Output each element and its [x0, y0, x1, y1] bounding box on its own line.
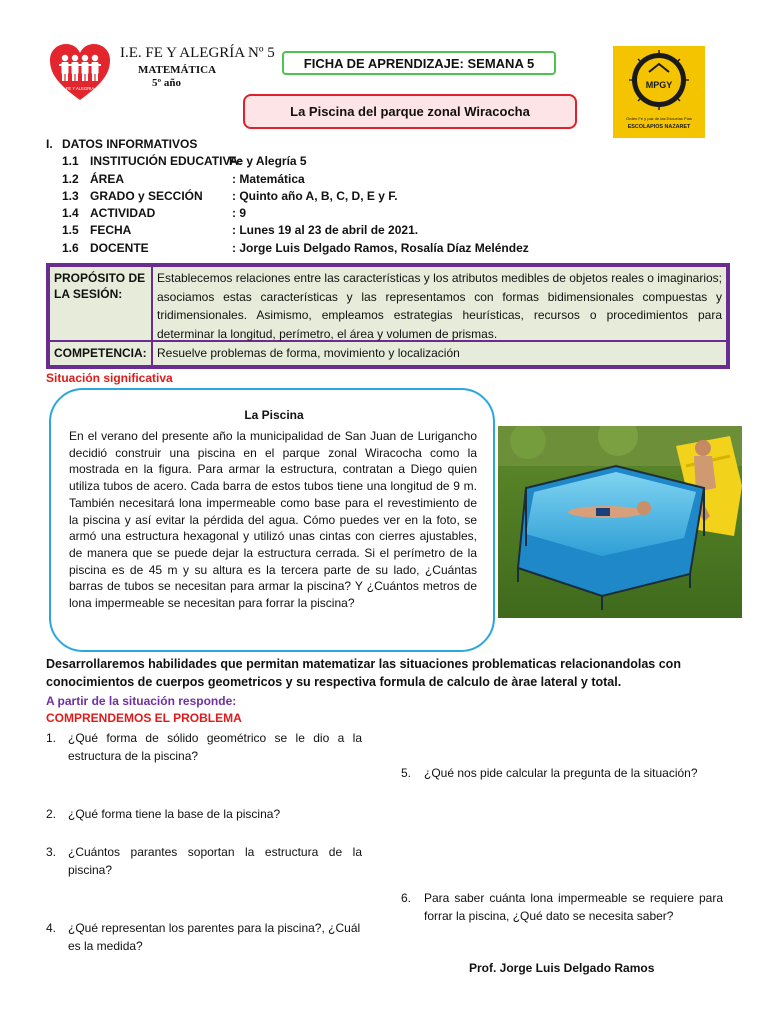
question-number: 5.	[401, 766, 412, 780]
datos-row-value: Fe y Alegría 5	[229, 154, 307, 169]
teacher-signature: Prof. Jorge Luis Delgado Ramos	[469, 961, 655, 975]
question-number: 4.	[46, 921, 57, 935]
competencia-label: COMPETENCIA:	[49, 341, 152, 366]
lesson-title: La Piscina del parque zonal Wiracocha	[290, 104, 530, 119]
datos-row-label: INSTITUCIÓN EDUCATIVA:	[90, 154, 243, 169]
datos-row-label: DOCENTE	[90, 240, 149, 255]
question-text: ¿Qué representan los parentes para la piscina?, ¿Cuál es la medida?	[68, 921, 361, 953]
grade-label: 5º año	[152, 77, 181, 89]
question-text: Para saber cuánta lona impermeable se requiere para forrar la piscina, ¿Qué dato se necesita saber?	[424, 891, 723, 923]
datos-informativos	[46, 136, 529, 257]
question-item	[401, 764, 723, 782]
logo-right-mark: MPGY	[645, 80, 673, 90]
logo-right-caption-2: ESCOLAPIOS NAZARET	[627, 124, 691, 130]
desarrollo-statement: Desarrollaremos habilidades que permitan matematizar las situaciones problematicas relacionandolas con conocimientos de cuerpos geometricos y su respectiva formula de calculo de àrae lateral y total.	[46, 657, 681, 689]
question-text: ¿Qué forma tiene la base de la piscina?	[68, 807, 281, 821]
datos-row-value: : Jorge Luis Delgado Ramos, Rosalía Díaz Meléndez	[232, 240, 529, 255]
story-title: La Piscina	[244, 408, 304, 422]
question-number: 3.	[46, 845, 57, 859]
proposito-label: PROPÓSITO DE LA SESIÓN:	[49, 266, 152, 341]
datos-row-num: 1.3	[62, 188, 79, 203]
logo-right-caption-1: Orden Fe y paz de las Escuelas Pías	[626, 116, 692, 121]
datos-row-num: 1.5	[62, 223, 79, 238]
question-number: 1.	[46, 731, 57, 745]
datos-row-num: 1.1	[62, 154, 79, 169]
partir-heading: A partir de la situación responde:	[46, 694, 237, 708]
question-number: 2.	[46, 807, 57, 821]
datos-row	[46, 240, 529, 257]
competencia-text: Resuelve problemas de forma, movimiento y localización	[152, 341, 727, 366]
situacion-heading: Situación significativa	[46, 371, 173, 385]
datos-row-label: ACTIVIDAD	[90, 206, 156, 221]
question-text: ¿Qué nos pide calcular la pregunta de la situación?	[424, 766, 698, 780]
datos-row-label: GRADO y SECCIÓN	[90, 188, 203, 203]
datos-heading-text: DATOS INFORMATIVOS	[62, 137, 198, 151]
datos-row	[46, 205, 247, 222]
proposito-table	[46, 263, 730, 369]
datos-row	[46, 153, 307, 170]
ficha-title: FICHA DE APRENDIZAJE: SEMANA 5	[303, 55, 535, 71]
story-text: En el verano del presente año la municipalidad de San Juan de Lurigancho decidió construir una piscina en el parque zonal Wiracocha como la mostrada en la figura. Para armar la estructura, contratan a Diego quien utiliza tubos de acero. Cada barra de estos tubos tiene una longitud de 9 m. También necesitará lona impermeable como base para el revestimiento de la piscina y así evitar la pérdida del agua. Cómo puedes ver en la foto, se armó una estructura hexagonal y utilizó unas cintas con cierres ajustables, de manera que se puede dejar la estructura cerrada. Si el perímetro de la piscina es de 45 m y su altura es la tercera parte de su lado, ¿Cuántas barras de tubos se necesitan para armar la piscina? Y ¿Cuántos metros de lona impermeable se necesitan para forrar la piscina?	[69, 429, 477, 611]
escolapios-nazaret-logo	[613, 46, 705, 138]
logo-left-caption: FE Y ALEGRIA	[65, 86, 95, 91]
datos-row-label: FECHA	[90, 223, 132, 238]
comprendemos-heading: COMPRENDEMOS EL PROBLEMA	[46, 711, 242, 725]
question-text: ¿Qué forma de sólido geométrico se le dio a la estructura de la piscina?	[68, 731, 362, 763]
datos-row	[46, 222, 419, 239]
datos-row-value: : Quinto año A, B, C, D, E y F.	[232, 188, 398, 203]
datos-row-label: ÁREA	[90, 171, 125, 186]
fe-y-alegria-logo	[48, 42, 112, 102]
question-item	[46, 843, 362, 879]
datos-row-value: : 9	[232, 206, 247, 221]
datos-row-value: : Matemática	[232, 171, 305, 186]
datos-heading	[46, 136, 198, 153]
question-text: ¿Cuántos parantes soportan la estructura de la piscina?	[68, 845, 362, 877]
datos-row-num: 1.2	[62, 171, 79, 186]
ficha-title-box	[282, 51, 556, 75]
datos-row-num: 1.4	[62, 206, 79, 221]
school-name: I.E. FE Y ALEGRÍA Nº 5	[120, 45, 275, 61]
question-number: 6.	[401, 891, 412, 905]
datos-heading-num: I.	[46, 137, 53, 151]
story-box	[49, 388, 495, 652]
question-item	[46, 919, 362, 955]
question-item	[401, 889, 723, 925]
lesson-title-box	[243, 94, 577, 129]
pool-photo	[498, 426, 742, 618]
datos-row-num: 1.6	[62, 240, 79, 255]
question-item	[46, 805, 362, 823]
datos-row-value: : Lunes 19 al 23 de abril de 2021.	[232, 223, 419, 238]
question-item	[46, 729, 362, 765]
subject-label: MATEMÁTICA	[138, 64, 217, 76]
datos-row	[46, 171, 305, 188]
proposito-text: Establecemos relaciones entre las características y los atributos medibles de objetos reales o imaginarios; asociamos estas características y las representamos con formas bidimensionales compuestas y tridimensionales. Asimismo, empleamos estrategias heurísticas, recursos o procedimientos para determinar la longitud, perímetro, el área y volumen de prismas.	[152, 266, 727, 341]
datos-row	[46, 188, 398, 205]
